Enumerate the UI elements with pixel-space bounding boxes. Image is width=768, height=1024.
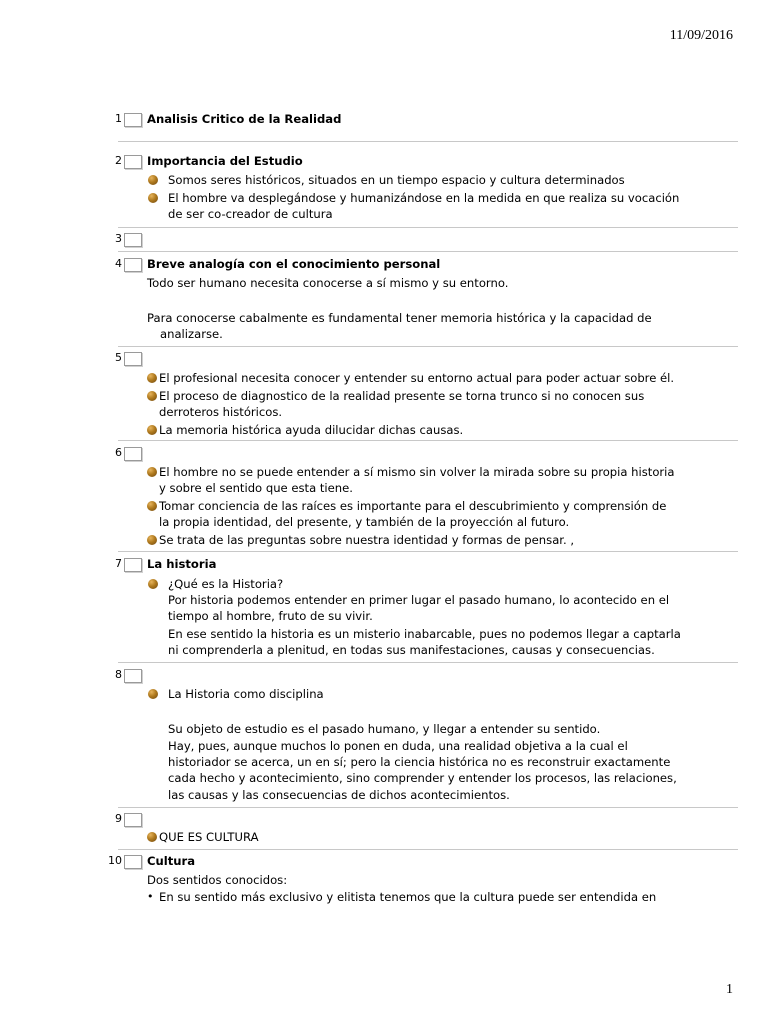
slide-separator: [118, 662, 738, 663]
slide-thumbnail-box: [124, 447, 142, 461]
paragraph-text: las causas y las consecuencias de dichos acontecimientos.: [168, 788, 510, 802]
slide-separator: [118, 227, 738, 228]
bullet-text: de ser co-creador de cultura: [168, 207, 333, 221]
slide-number: 4: [115, 257, 122, 270]
slide-number: 7: [115, 557, 122, 570]
bullet-text: El hombre no se puede entender a sí mismo sin volver la mirada sobre su propia historia: [159, 465, 675, 479]
bullet-text: QUE ES CULTURA: [159, 830, 259, 844]
slide-number: 6: [115, 446, 122, 459]
bullet-text: La Historia como disciplina: [168, 687, 324, 701]
bullet-dot-icon: [147, 501, 157, 511]
slide-thumbnail-box: [124, 558, 142, 572]
bullet-dot-icon: [148, 689, 158, 699]
bullet-text: y sobre el sentido que esta tiene.: [159, 481, 353, 495]
slide-number: 3: [115, 232, 122, 245]
slide-separator: [118, 251, 738, 252]
paragraph-text: historiador se acerca, un en sí; pero la ciencia histórica no es reconstruir exactamente: [168, 755, 671, 769]
paragraph-text: analizarse.: [160, 327, 223, 341]
bullet-marker: •: [147, 890, 154, 903]
slide-separator: [118, 807, 738, 808]
bullet-text: En ese sentido la historia es un misterio inabarcable, pues no podemos llegar a captarla: [168, 627, 681, 641]
slide-title: Analisis Critico de la Realidad: [147, 112, 342, 126]
paragraph-text: Su objeto de estudio es el pasado humano, y llegar a entender su sentido.: [168, 722, 601, 736]
bullet-text: En su sentido más exclusivo y elitista tenemos que la cultura puede ser entendida en: [159, 890, 657, 904]
slide-number: 9: [115, 812, 122, 825]
slide-separator: [118, 551, 738, 552]
page-number: 1: [726, 982, 733, 997]
bullet-dot-icon: [147, 373, 157, 383]
bullet-dot-icon: [147, 425, 157, 435]
bullet-text: El profesional necesita conocer y entender su entorno actual para poder actuar sobre él.: [159, 371, 675, 385]
bullet-text: derroteros históricos.: [159, 405, 283, 419]
bullet-text: ¿Qué es la Historia?: [168, 577, 284, 591]
slide-thumbnail-box: [124, 352, 142, 366]
slide-title: Breve analogía con el conocimiento personal: [147, 257, 441, 271]
slide-separator: [118, 849, 738, 850]
slide-title: Cultura: [147, 854, 196, 868]
bullet-text: ni comprenderla a plenitud, en todas sus manifestaciones, causas y consecuencias.: [168, 643, 655, 657]
slide-thumbnail-box: [124, 669, 142, 683]
slide-thumbnail-box: [124, 813, 142, 827]
bullet-text: El hombre va desplegándose y humanizándose en la medida en que realiza su vocación: [168, 191, 680, 205]
paragraph-text: cada hecho y acontecimiento, sino comprender y entender los procesos, las relaciones,: [168, 771, 677, 785]
paragraph-text: Dos sentidos conocidos:: [147, 873, 288, 887]
slide-thumbnail-box: [124, 155, 142, 169]
slide-number: 5: [115, 351, 122, 364]
bullet-text: Somos seres históricos, situados en un tiempo espacio y cultura determinados: [168, 173, 625, 187]
bullet-dot-icon: [148, 193, 158, 203]
slide-thumbnail-box: [124, 258, 142, 272]
slide-title: Importancia del Estudio: [147, 154, 303, 168]
slide-thumbnail-box: [124, 113, 142, 127]
bullet-dot-icon: [147, 467, 157, 477]
slide-thumbnail-box: [124, 233, 142, 247]
bullet-text: El proceso de diagnostico de la realidad presente se torna trunco si no conocen sus: [159, 389, 645, 403]
bullet-text: tiempo al hombre, fruto de su vivir.: [168, 609, 373, 623]
bullet-dot-icon: [148, 175, 158, 185]
paragraph-text: Todo ser humano necesita conocerse a sí mismo y su entorno.: [147, 276, 509, 290]
bullet-text: la propia identidad, del presente, y también de la proyección al futuro.: [159, 515, 570, 529]
paragraph-text: Para conocerse cabalmente es fundamental tener memoria histórica y la capacidad de: [147, 311, 652, 325]
paragraph-text: Hay, pues, aunque muchos lo ponen en duda, una realidad objetiva a la cual el: [168, 739, 628, 753]
slide-number: 2: [115, 154, 122, 167]
bullet-text: La memoria histórica ayuda dilucidar dichas causas.: [159, 423, 464, 437]
slide-title: La historia: [147, 557, 217, 571]
bullet-text: Tomar conciencia de las raíces es importante para el descubrimiento y comprensión de: [159, 499, 667, 513]
slide-number: 1: [115, 112, 122, 125]
slide-separator: [118, 346, 738, 347]
bullet-dot-icon: [147, 535, 157, 545]
slide-number: 10: [108, 854, 122, 867]
bullet-text: Por historia podemos entender en primer lugar el pasado humano, lo acontecido en el: [168, 593, 670, 607]
slide-separator: [118, 141, 738, 142]
slide-thumbnail-box: [124, 855, 142, 869]
header-date: 11/09/2016: [669, 28, 733, 43]
bullet-dot-icon: [148, 579, 158, 589]
bullet-dot-icon: [147, 391, 157, 401]
slide-number: 8: [115, 668, 122, 681]
slide-separator: [118, 440, 738, 441]
bullet-text: Se trata de las preguntas sobre nuestra identidad y formas de pensar. ,: [159, 533, 575, 547]
bullet-dot-icon: [147, 832, 157, 842]
